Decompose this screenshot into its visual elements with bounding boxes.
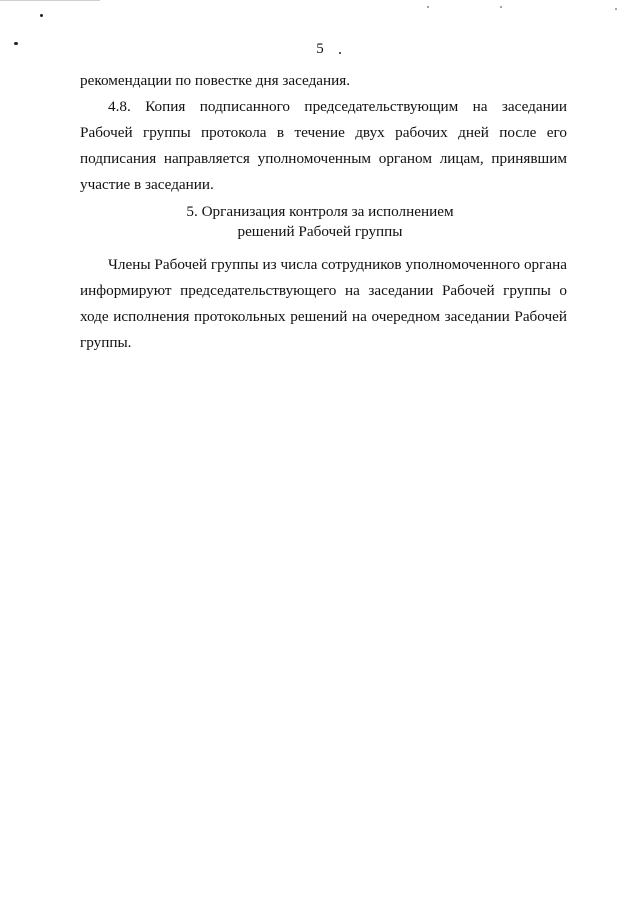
paragraph-line: подписания направляется уполномоченным органом лицам, принявшим — [80, 150, 567, 167]
scan-edge-line — [0, 0, 100, 1]
scan-speck — [500, 6, 502, 8]
continuation-paragraph — [80, 68, 567, 94]
paragraph-line: участие в заседании. — [80, 176, 214, 193]
scan-speck — [427, 6, 429, 8]
page-number: 5 — [316, 41, 324, 57]
section-heading-line-1: 5. Организация контроля за исполнением — [186, 203, 454, 220]
paragraph-4-8 — [80, 94, 567, 198]
paragraph-line: информируют председательствующего на заседании Рабочей группы о — [80, 282, 567, 299]
continuation-line: рекомендации по повестке дня заседания. — [80, 72, 351, 89]
scan-speck — [615, 8, 617, 10]
paragraph-line: Члены Рабочей группы из числа сотрудников уполномоченного органа — [108, 256, 567, 273]
section-heading-line-2: решений Рабочей группы — [237, 223, 403, 240]
paragraph-line: 4.8. Копия подписанного председательствующим на заседании — [108, 98, 567, 115]
paragraph-line: Рабочей группы протокола в течение двух рабочих дней после его — [80, 124, 567, 141]
paragraph-line: ходе исполнения протокольных решений на очередном заседании Рабочей — [80, 308, 567, 325]
paragraph-line: группы. — [80, 334, 132, 351]
section-5-paragraph — [80, 252, 567, 356]
section-heading — [0, 202, 640, 242]
scan-speck — [40, 14, 43, 17]
